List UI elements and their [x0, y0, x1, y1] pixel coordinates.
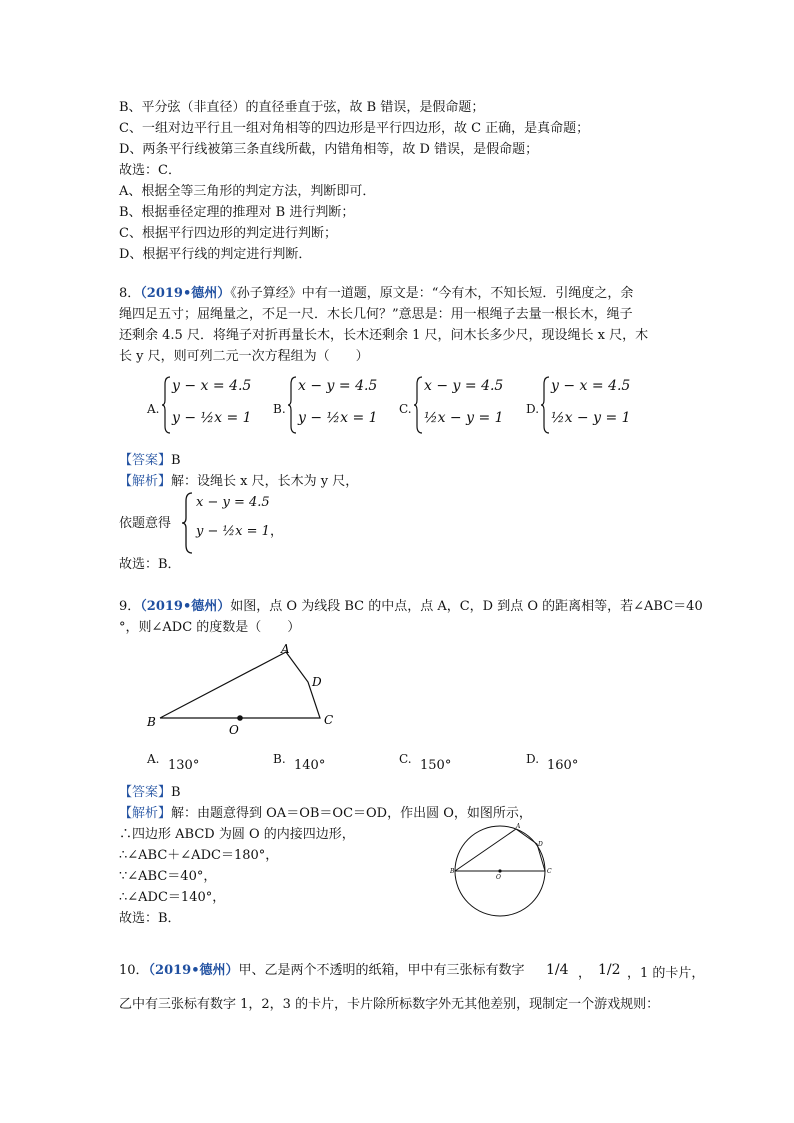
analysis-tag: 【解析】: [119, 806, 172, 821]
label-o: O: [229, 723, 239, 737]
analysis-line: 故选：B．: [119, 911, 181, 926]
label-b: B: [147, 715, 156, 729]
question-8-line: 长 y 尺，则可列二元一次方程组为（ ）: [119, 349, 369, 364]
label-o: O: [496, 874, 501, 881]
analysis-text: 解：由题意得到 OA＝OB＝OC＝OD，作出圆 O，如图所示，: [171, 806, 532, 821]
quadrilateral-outline: [160, 652, 320, 718]
question-source: （2019•德州）: [140, 286, 231, 301]
question-text: 甲、乙是两个不透明的纸箱，甲中有三张标有数字: [238, 963, 525, 978]
brace-icon: [162, 376, 172, 434]
conclusion-line: 故选：B．: [119, 557, 181, 572]
brace-icon: [414, 376, 424, 434]
analysis-text: 解：设绳长 x 尺，长木为 y 尺，: [171, 474, 359, 489]
fraction-quarter: 1/4: [546, 962, 569, 978]
comma: ，: [578, 966, 592, 981]
brace-icon: [288, 376, 298, 434]
quadrilateral-figure: [140, 640, 340, 740]
question-text: 《孙子算经》中有一道题，原文是：“今有木，不知长短．引绳度之，余: [230, 286, 634, 301]
question-8-line: [119, 285, 633, 303]
text-line: C、根据平行四边形的判定进行判断；: [119, 226, 337, 241]
brace-icon: [182, 492, 194, 554]
label-d: D: [538, 841, 543, 848]
answer-tag: 【答案】: [119, 785, 172, 800]
question-10-line: 乙中有三张标有数字 1，2，3 的卡片，卡片除所标数字外无其他差别，现制定一个游戏规则：: [119, 997, 660, 1012]
question-9-line: °，则∠ADC 的度数是（ ）: [119, 620, 301, 635]
text-line: A、根据全等三角形的判定方法，判断即可．: [119, 184, 376, 199]
label-a: A: [516, 823, 521, 830]
question-source: （2019•德州）: [148, 963, 239, 978]
question-8-line: 还剩余 4.5 尺．将绳子对折再量长木，长木还剩余 1 尺，问木长多少尺，现设绳长 x 尺，木: [119, 328, 649, 343]
fraction-half: 1/2: [598, 962, 621, 978]
answer-line: [119, 452, 181, 470]
analysis-line: ∴∠ADC＝140°，: [119, 890, 226, 905]
text-line: C、一组对边平行且一组对角相等的四边形是平行四边形，故 C 正确，是真命题；: [119, 121, 590, 136]
question-text: ，1 的卡片，: [627, 966, 705, 981]
label-c: C: [324, 713, 334, 727]
label-a: A: [281, 642, 290, 656]
analysis-line: ∴∠ABC＋∠ADC＝180°，: [119, 848, 279, 863]
label-b: B: [450, 868, 455, 875]
circle-figure: [450, 818, 560, 928]
answer-value: B: [171, 785, 181, 800]
center-point: [498, 869, 501, 872]
question-number: 10．: [119, 963, 149, 978]
question-8-line: 绳四足五寸；屈绳量之，不足一尺．木长几何？”意思是：用一根绳子去量一根长木，绳子: [119, 307, 633, 322]
text-line: D、根据平行线的判定进行判断．: [119, 247, 312, 262]
question-10-line: [119, 962, 525, 980]
analysis-line: ∴四边形 ABCD 为圆 O 的内接四边形，: [119, 827, 355, 842]
analysis-line: [119, 473, 358, 491]
answer-tag: 【答案】: [119, 453, 172, 468]
answer-value: B: [171, 453, 181, 468]
text-line: D、两条平行线被第三条直线所截，内错角相等，故 D 错误，是假命题；: [119, 142, 539, 157]
question-number: 8．: [119, 286, 141, 301]
text-line: B、根据垂径定理的推理对 B 进行判断；: [119, 205, 355, 220]
label-d: D: [312, 675, 322, 689]
question-source: （2019•德州）: [140, 599, 231, 614]
text-line: 故选：C．: [119, 163, 181, 178]
analysis-line: ∵∠ABC＝40°，: [119, 869, 217, 884]
inscribed-quadrilateral: [455, 829, 545, 871]
question-text: 如图，点 O 为线段 BC 的中点，点 A，C，D 到点 O 的距离相等，若∠ABC＝40: [230, 599, 703, 614]
text-line: B、平分弦（非直径）的直径垂直于弦，故 B 错误，是假命题；: [119, 100, 485, 115]
answer-line: [119, 784, 181, 802]
system-prefix: 依题意得: [119, 516, 172, 531]
point-o: [237, 715, 243, 721]
question-number: 9．: [119, 599, 141, 614]
question-9-line: [119, 598, 703, 616]
analysis-tag: 【解析】: [119, 474, 172, 489]
label-c: C: [547, 868, 552, 875]
brace-icon: [541, 376, 551, 434]
